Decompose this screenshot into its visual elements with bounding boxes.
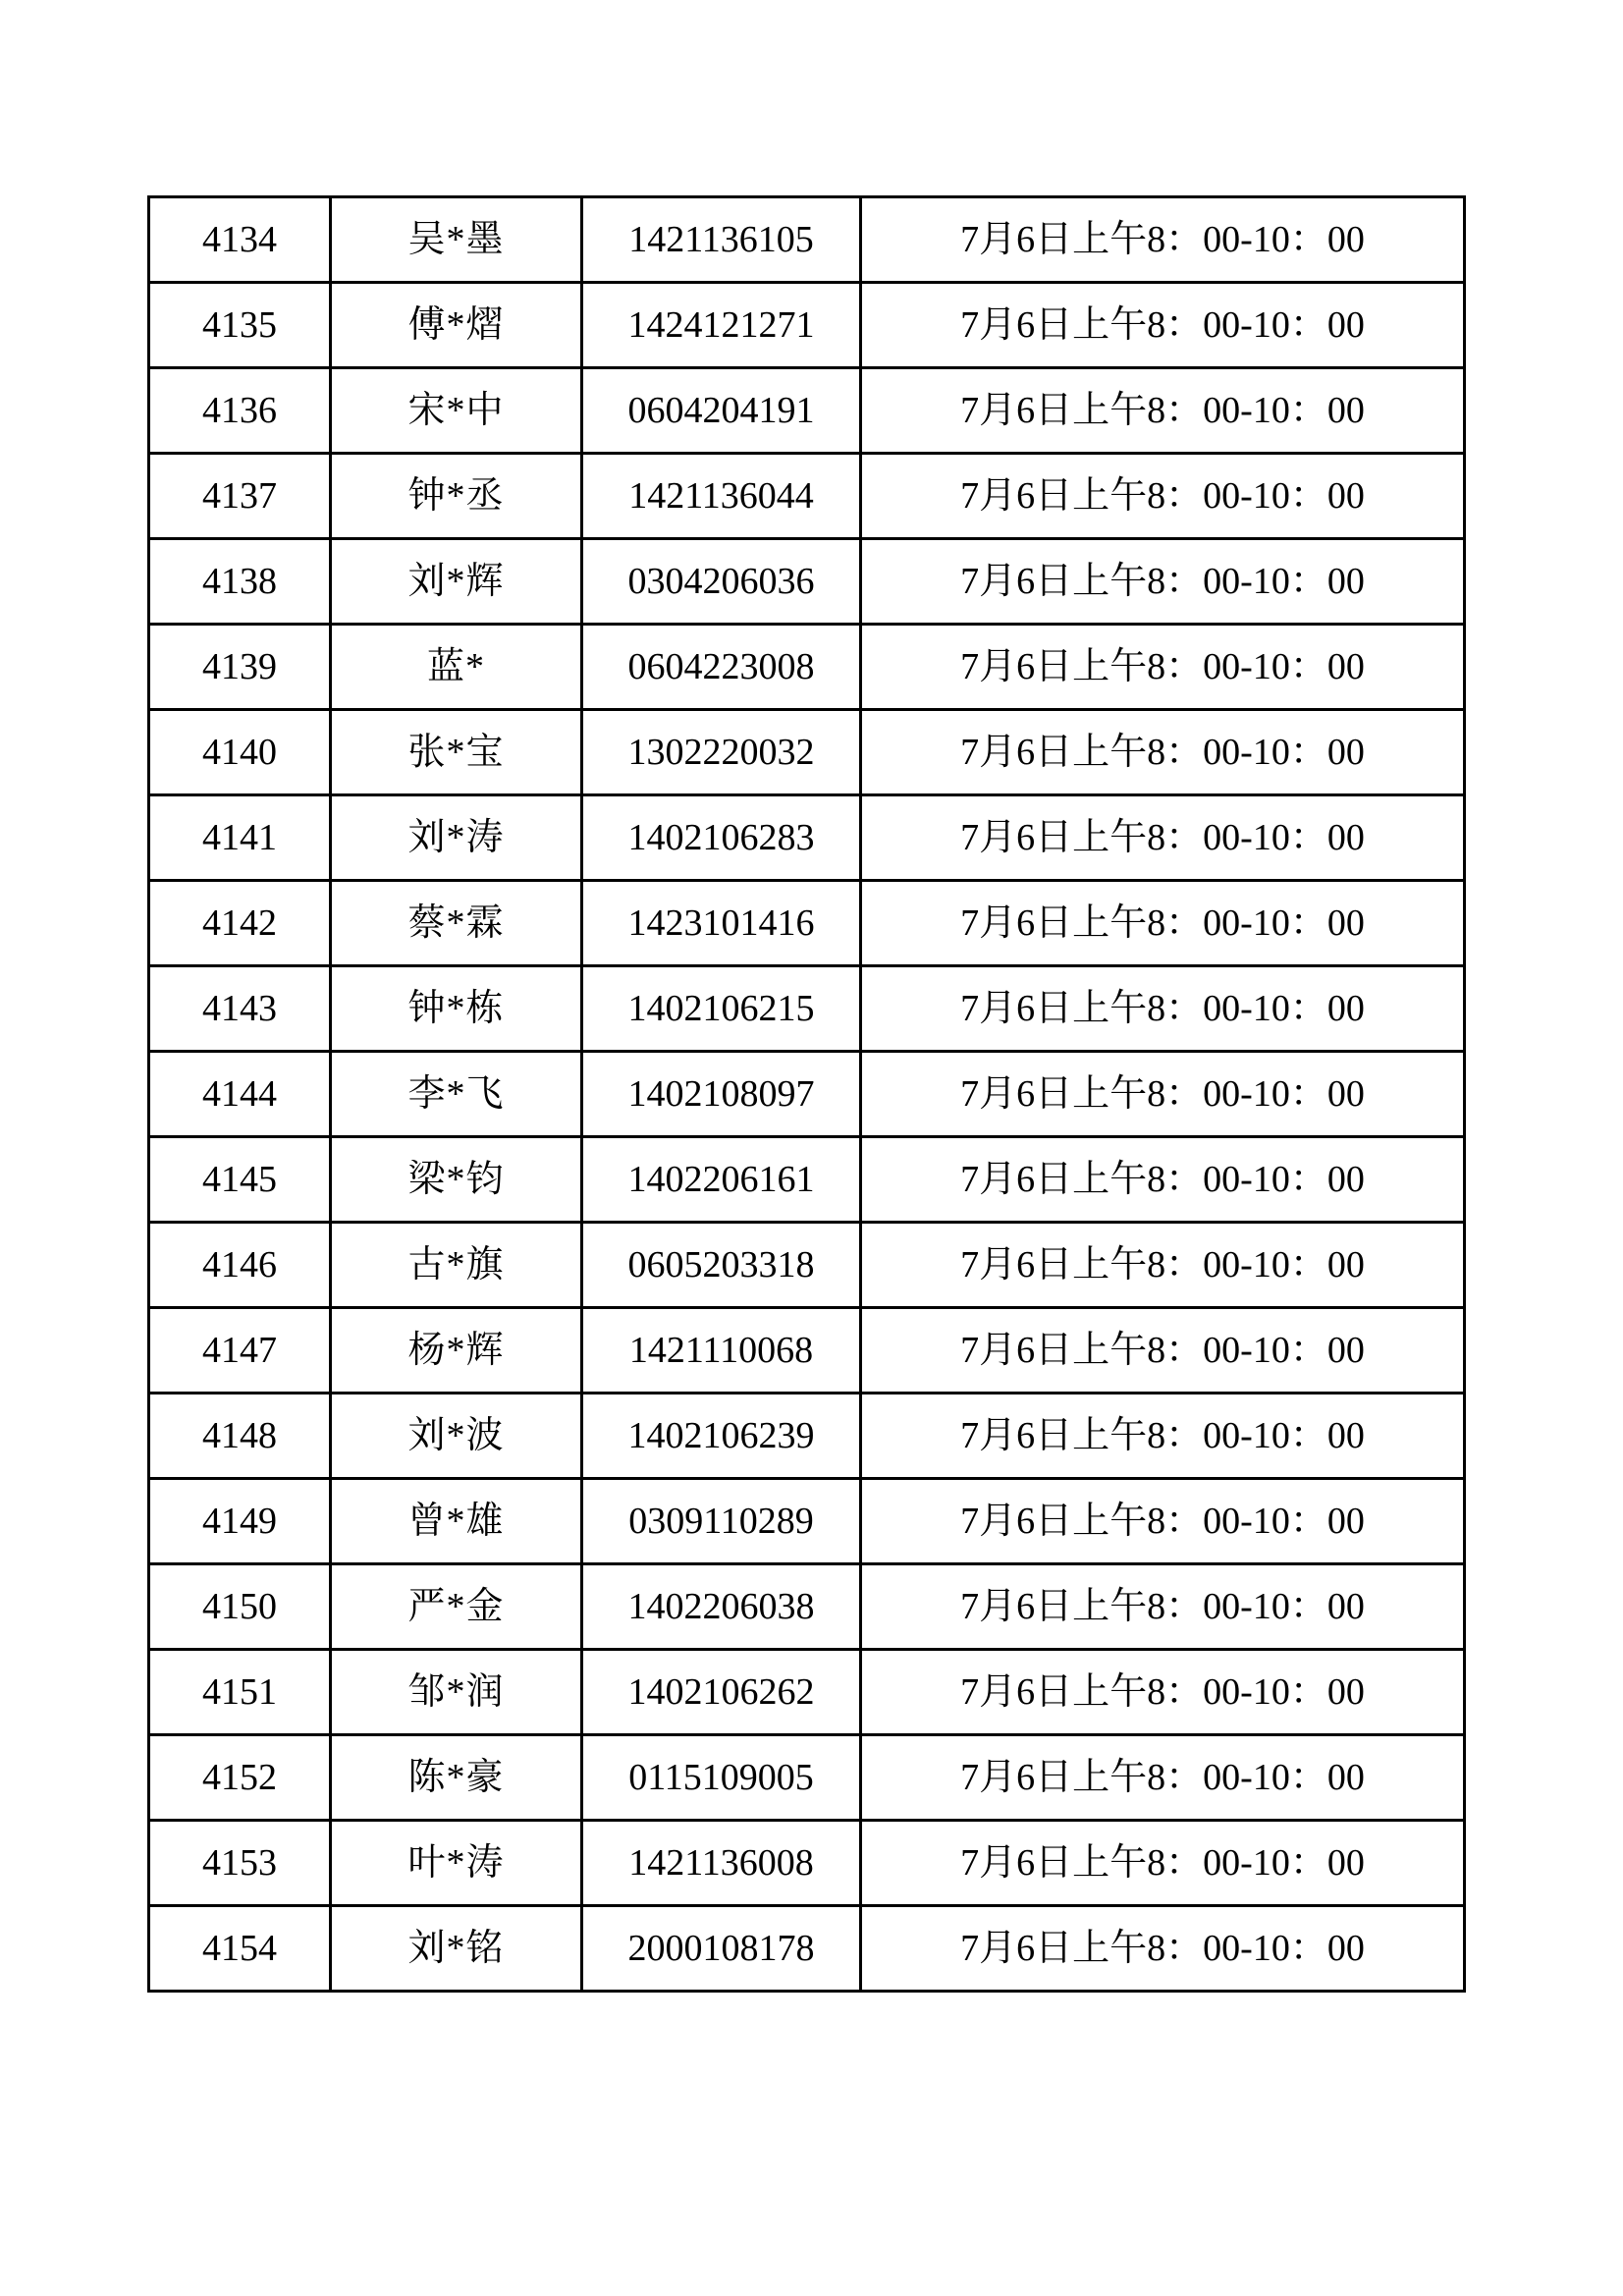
cell-name: 钟*栋 [331,966,582,1052]
cell-name: 刘*辉 [331,539,582,625]
cell-name: 梁*钧 [331,1137,582,1223]
cell-seq: 4146 [149,1223,331,1308]
cell-seq: 4154 [149,1906,331,1992]
cell-seq: 4144 [149,1052,331,1137]
cell-time: 7月6日上午8：00-10：00 [861,1052,1465,1137]
cell-id: 0309110289 [582,1479,861,1564]
cell-seq: 4134 [149,197,331,283]
cell-seq: 4153 [149,1821,331,1906]
table-row [149,795,1465,881]
cell-time: 7月6日上午8：00-10：00 [861,1650,1465,1735]
table-row [149,1564,1465,1650]
cell-id: 0604223008 [582,625,861,710]
cell-seq: 4138 [149,539,331,625]
cell-time: 7月6日上午8：00-10：00 [861,625,1465,710]
cell-name: 古*旗 [331,1223,582,1308]
cell-seq: 4140 [149,710,331,795]
cell-id: 1402106239 [582,1394,861,1479]
cell-time: 7月6日上午8：00-10：00 [861,1564,1465,1650]
table-row [149,966,1465,1052]
cell-time: 7月6日上午8：00-10：00 [861,710,1465,795]
cell-id: 1421136008 [582,1821,861,1906]
cell-time: 7月6日上午8：00-10：00 [861,1223,1465,1308]
cell-name: 邹*润 [331,1650,582,1735]
cell-name: 刘*涛 [331,795,582,881]
table-row [149,1735,1465,1821]
cell-id: 1302220032 [582,710,861,795]
cell-time: 7月6日上午8：00-10：00 [861,1735,1465,1821]
cell-id: 0115109005 [582,1735,861,1821]
cell-time: 7月6日上午8：00-10：00 [861,1479,1465,1564]
table-row [149,710,1465,795]
cell-id: 1423101416 [582,881,861,966]
cell-seq: 4143 [149,966,331,1052]
cell-time: 7月6日上午8：00-10：00 [861,197,1465,283]
cell-name: 严*金 [331,1564,582,1650]
cell-id: 1402206038 [582,1564,861,1650]
cell-time: 7月6日上午8：00-10：00 [861,283,1465,368]
table-row [149,283,1465,368]
cell-id: 1402206161 [582,1137,861,1223]
table-row [149,881,1465,966]
table-row [149,1137,1465,1223]
cell-time: 7月6日上午8：00-10：00 [861,881,1465,966]
cell-seq: 4136 [149,368,331,454]
cell-time: 7月6日上午8：00-10：00 [861,966,1465,1052]
cell-name: 钟*丞 [331,454,582,539]
cell-time: 7月6日上午8：00-10：00 [861,1906,1465,1992]
cell-time: 7月6日上午8：00-10：00 [861,368,1465,454]
cell-id: 1402108097 [582,1052,861,1137]
cell-id: 1402106215 [582,966,861,1052]
cell-name: 曾*雄 [331,1479,582,1564]
cell-name: 刘*铭 [331,1906,582,1992]
cell-time: 7月6日上午8：00-10：00 [861,539,1465,625]
cell-id: 2000108178 [582,1906,861,1992]
cell-id: 0604204191 [582,368,861,454]
cell-id: 0304206036 [582,539,861,625]
table-row [149,1223,1465,1308]
cell-name: 蓝* [331,625,582,710]
cell-time: 7月6日上午8：00-10：00 [861,1137,1465,1223]
cell-id: 1402106283 [582,795,861,881]
cell-seq: 4149 [149,1479,331,1564]
roster-table [147,195,1466,1993]
table-row [149,1821,1465,1906]
cell-id: 1421136044 [582,454,861,539]
cell-seq: 4141 [149,795,331,881]
table-row [149,1308,1465,1394]
table-row [149,625,1465,710]
cell-time: 7月6日上午8：00-10：00 [861,795,1465,881]
cell-id: 1421136105 [582,197,861,283]
cell-seq: 4145 [149,1137,331,1223]
cell-seq: 4150 [149,1564,331,1650]
cell-id: 1402106262 [582,1650,861,1735]
cell-seq: 4142 [149,881,331,966]
cell-name: 张*宝 [331,710,582,795]
cell-time: 7月6日上午8：00-10：00 [861,1394,1465,1479]
cell-seq: 4147 [149,1308,331,1394]
cell-name: 刘*波 [331,1394,582,1479]
table-row [149,454,1465,539]
cell-name: 李*飞 [331,1052,582,1137]
cell-seq: 4148 [149,1394,331,1479]
table-row [149,368,1465,454]
cell-name: 叶*涛 [331,1821,582,1906]
table-row [149,539,1465,625]
roster-body [149,197,1465,1992]
cell-time: 7月6日上午8：00-10：00 [861,1821,1465,1906]
cell-id: 0605203318 [582,1223,861,1308]
cell-name: 宋*中 [331,368,582,454]
cell-id: 1421110068 [582,1308,861,1394]
cell-time: 7月6日上午8：00-10：00 [861,1308,1465,1394]
table-row [149,1394,1465,1479]
cell-seq: 4137 [149,454,331,539]
cell-seq: 4152 [149,1735,331,1821]
cell-name: 蔡*霖 [331,881,582,966]
cell-name: 傅*熠 [331,283,582,368]
cell-time: 7月6日上午8：00-10：00 [861,454,1465,539]
table-row [149,1650,1465,1735]
cell-seq: 4139 [149,625,331,710]
table-row [149,197,1465,283]
cell-seq: 4135 [149,283,331,368]
cell-seq: 4151 [149,1650,331,1735]
cell-name: 吴*墨 [331,197,582,283]
cell-name: 杨*辉 [331,1308,582,1394]
table-row [149,1479,1465,1564]
table-row [149,1052,1465,1137]
cell-id: 1424121271 [582,283,861,368]
table-row [149,1906,1465,1992]
cell-name: 陈*豪 [331,1735,582,1821]
